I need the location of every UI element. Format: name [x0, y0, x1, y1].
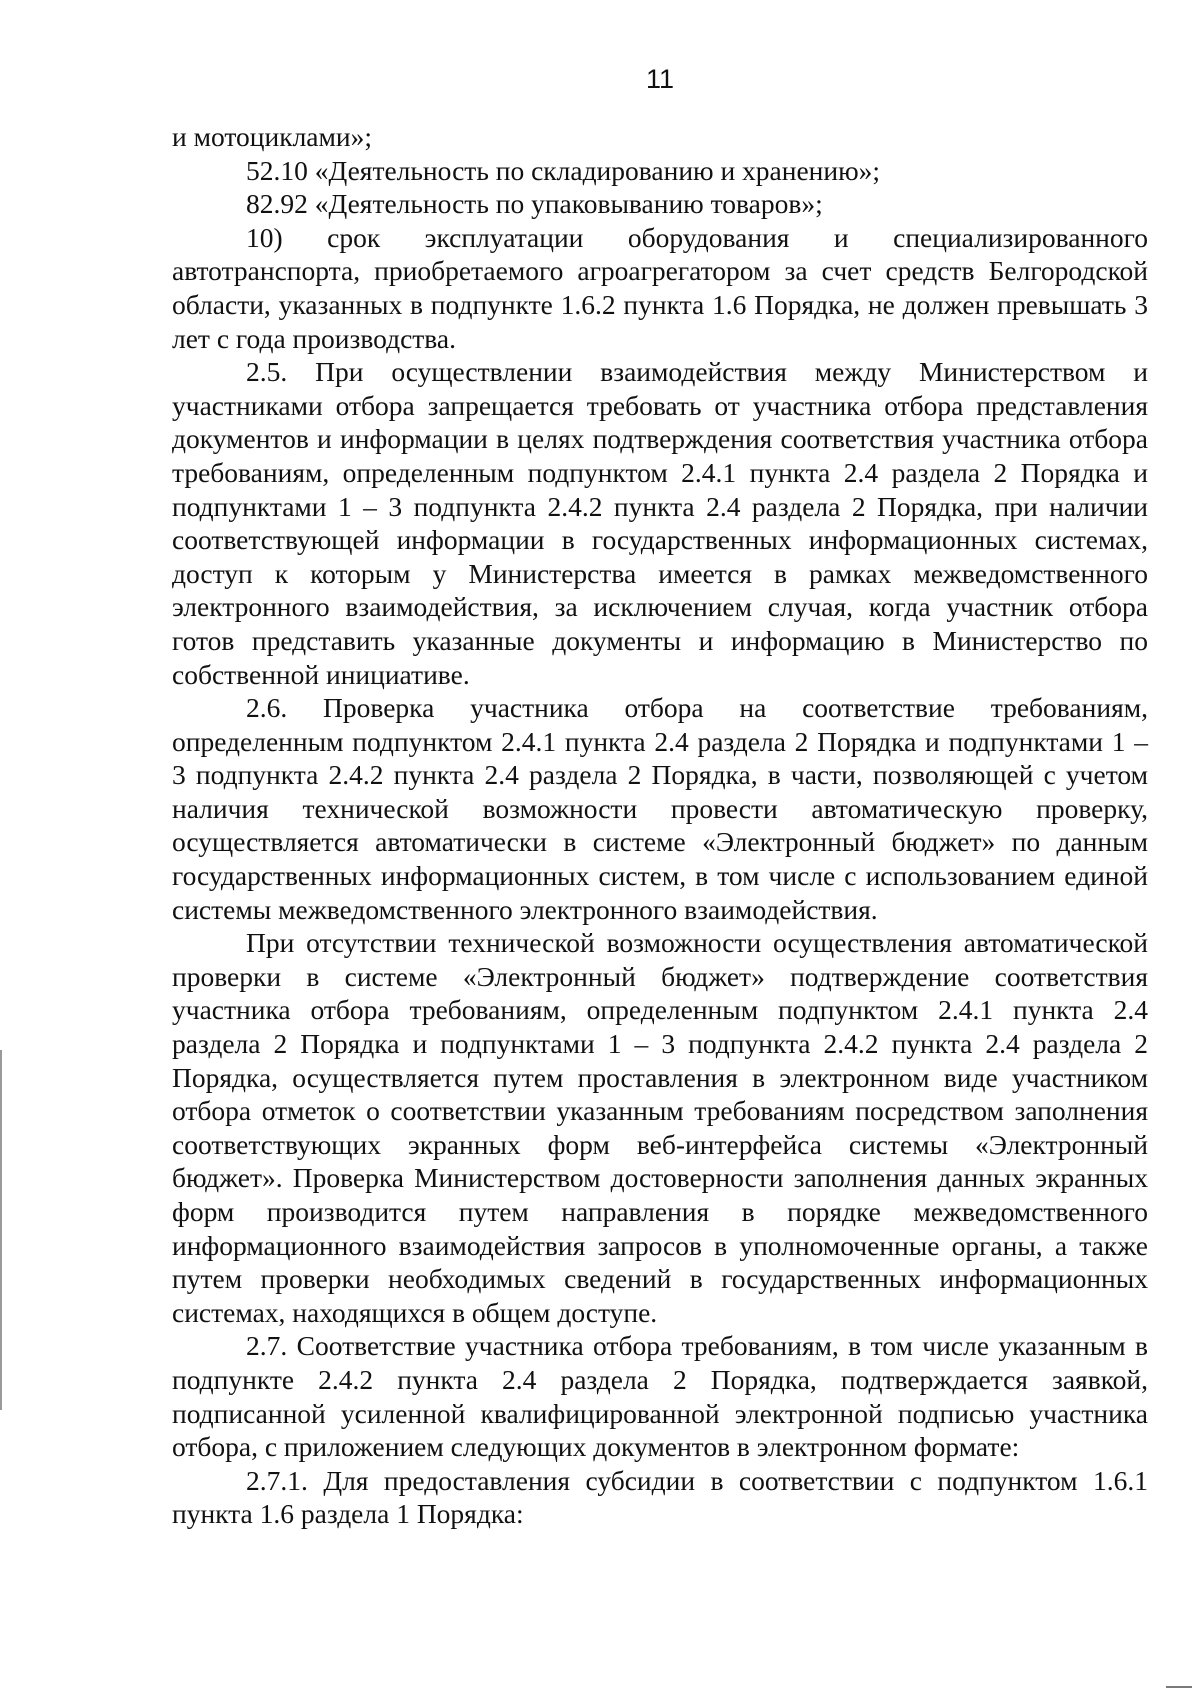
scan-mark	[1166, 1686, 1192, 1688]
paragraph-okved-52-10: 52.10 «Деятельность по складированию и хранению»;	[246, 154, 881, 186]
paragraph-2-5: 2.5. При осуществлении взаимодействия между Министерством и участниками отбора запрещается требовать от участника отбора представления документов и информации в целях подтверждения соответствия участника отбора требованиям, определенным подпунктом 2.4.1 пункта 2.4 раздела 2 Порядка и подпунктами 1 – 3 подпункта 2.4.2 пункта 2.4 раздела 2 Порядка, при наличии соответствующей информации в государственных информационных системах, доступ к которым у Министерства имеется в рамках межведомственного электронного взаимодействия, за исключением случая, когда участник отбора готов представить указанные документы и информацию в Министерство по собственной инициативе.	[172, 356, 1148, 690]
paragraph-2-6-continued: При отсутствии технической возможности осуществления автоматической проверки в системе «Электронный бюджет» подтверждение соответствия участника отбора требованиям, определенным подпунктом 2.4.1 пункта 2.4 раздела 2 Порядка и подпунктами 1 – 3 подпункта 2.4.2 пункта 2.4 раздела 2 Порядка, осуществляется путем проставления в электронном виде участником отбора отметок о соответствии указанным требованиям посредством заполнения соответствующих экранных форм веб-интерфейса системы «Электронный бюджет». Проверка Министерством достоверности заполнения данных экранных форм производится путем направления в порядке межведомственного информационного взаимодействия запросов в уполномоченные органы, а также путем проверки необходимых сведений в государственных информационных системах, находящихся в общем доступе.	[172, 927, 1148, 1328]
paragraph-okved-82-92: 82.92 «Деятельность по упаковыванию товаров»;	[246, 188, 823, 220]
document-body	[172, 120, 1148, 1531]
paragraph-2-7: 2.7. Соответствие участника отбора требованиям, в том числе указанным в подпункте 2.4.2 пункта 2.4 раздела 2 Порядка, подтверждается заявкой, подписанной усиленной квалифицированной электронной подписью участника отбора, с приложением следующих документов в электронном формате:	[172, 1330, 1148, 1463]
paragraph-2-7-1: 2.7.1. Для предоставления субсидии в соответствии с подпунктом 1.6.1 пункта 1.6 раздела 1 Порядка:	[172, 1464, 1148, 1530]
scan-edge-line	[0, 1050, 2, 1410]
paragraph-2-6: 2.6. Проверка участника отбора на соответствие требованиям, определенным подпунктом 2.4.1 пункта 2.4 раздела 2 Порядка и подпунктами 1 – 3 подпункта 2.4.2 пункта 2.4 раздела 2 Порядка, в части, позволяющей с учетом наличия технической возможности провести автоматическую проверку, осуществляется автоматически в системе «Электронный бюджет» по данным государственных информационных систем, в том числе с использованием единой системы межведомственного электронного взаимодействия.	[172, 692, 1148, 925]
paragraph-continuation: и мотоциклами»;	[172, 121, 373, 152]
page-number: 11	[645, 64, 675, 94]
paragraph-item-10: 10) срок эксплуатации оборудования и специализированного автотранспорта, приобретаемого агроагрегатором за счет средств Белгородской области, указанных в подпункте 1.6.2 пункта 1.6 Порядка, не должен превышать 3 лет с года производства.	[172, 221, 1148, 354]
